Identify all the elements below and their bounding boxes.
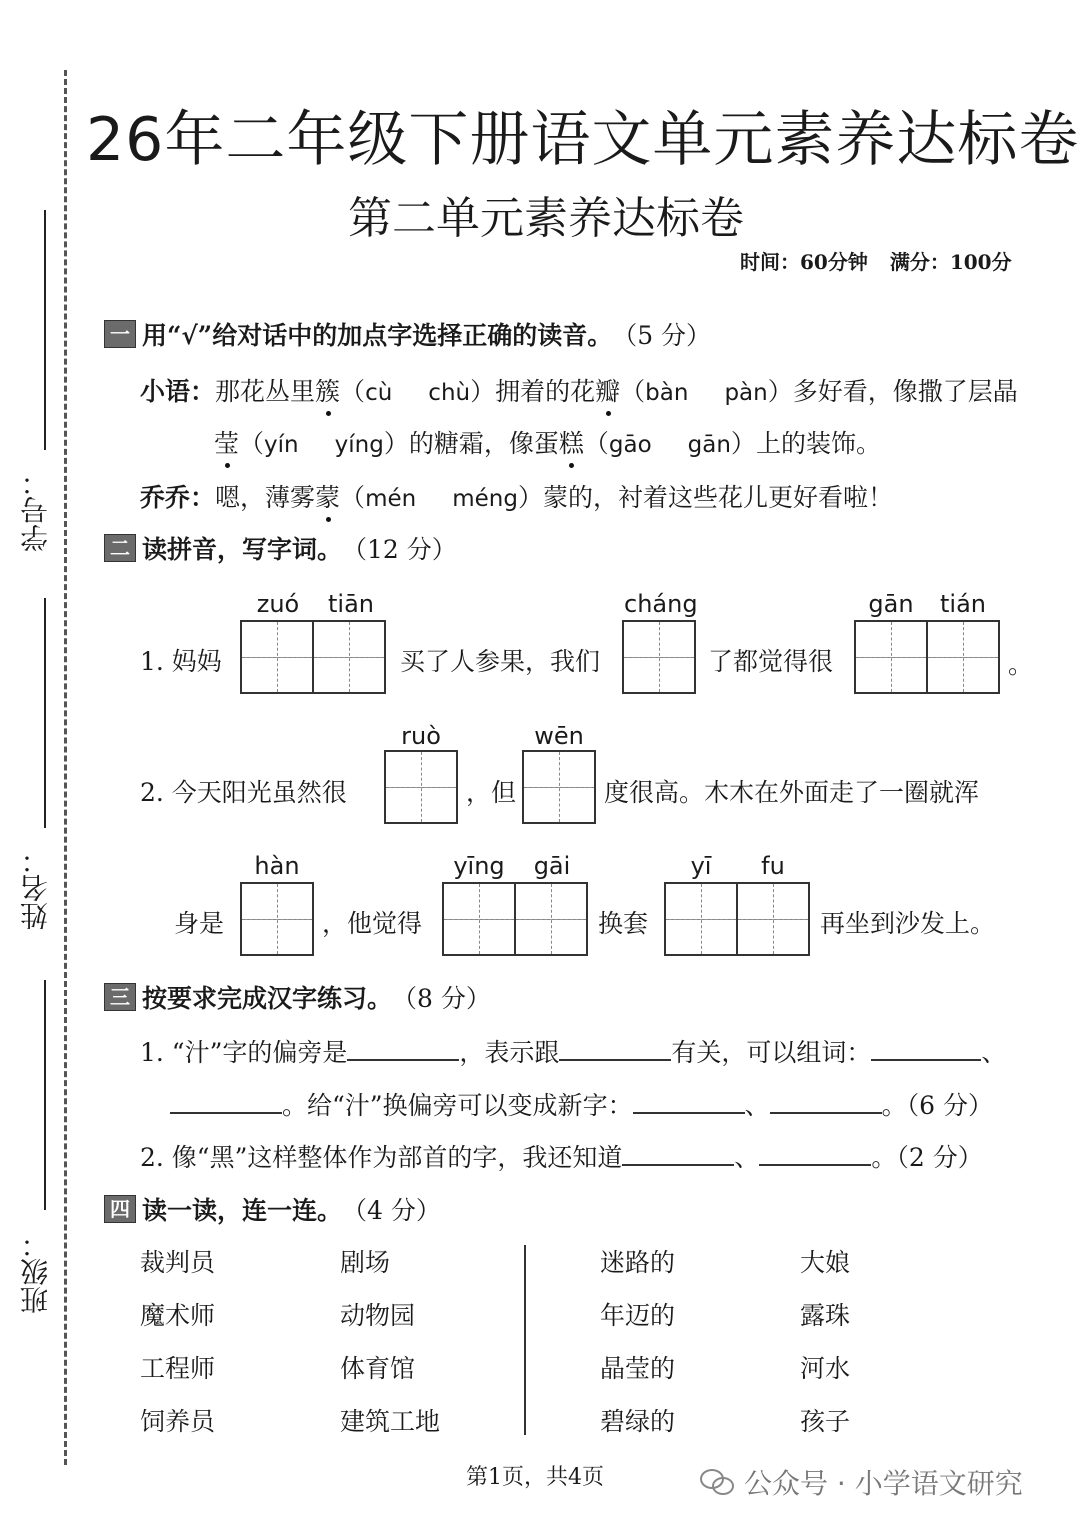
section-number: 四 [104, 1195, 136, 1223]
answer-blank[interactable] [170, 1090, 282, 1114]
q2-2-text-e: ，他觉得 [322, 909, 423, 938]
match-item[interactable]: 剧场 [340, 1248, 391, 1277]
name-underline [44, 598, 46, 828]
pinyin-option[interactable]: mén [365, 486, 417, 512]
answer-blank[interactable] [622, 1142, 734, 1166]
q3-1-line-b: 。给“汁”换偏旁可以变成新字： 、 。（6 分） [170, 1086, 993, 1122]
match-item[interactable]: 晶莹的 [600, 1354, 676, 1383]
pinyin-label: wēn [534, 722, 584, 750]
time-limit: 时间：60分钟 [740, 250, 868, 274]
writing-grid[interactable] [664, 882, 810, 956]
page-number: 第1页，共4页 [466, 1465, 604, 1490]
pinyin-label: gāi [533, 852, 571, 880]
match-item[interactable]: 孩子 [800, 1407, 851, 1436]
match-item[interactable]: 裁判员 [140, 1248, 216, 1277]
match-item[interactable]: 迷路的 [600, 1248, 676, 1277]
match-item[interactable]: 建筑工地 [340, 1407, 441, 1436]
q2-2-text-g: 再坐到沙发上。 [820, 909, 996, 938]
writing-grid[interactable] [240, 882, 314, 956]
q2-2-text-c: 度很高。木木在外面走了一圈就浑 [604, 778, 980, 807]
pinyin-label: zuó [256, 590, 300, 618]
exam-meta [740, 246, 1034, 275]
pinyin-option[interactable]: pàn [724, 380, 768, 406]
pinyin-option[interactable]: méng [452, 486, 518, 512]
writing-grid[interactable] [384, 750, 458, 824]
section-3-heading: 三 按要求完成汉字练习。 （8 分） [104, 979, 491, 1015]
watermark: 公众号 · 小学语文研究 [700, 1462, 1023, 1502]
answer-blank[interactable] [559, 1037, 671, 1061]
q2-1-text-b: 买了人参果，我们 [400, 647, 601, 676]
writing-grid[interactable] [622, 620, 696, 694]
match-item[interactable]: 大娘 [800, 1248, 851, 1277]
column-divider [524, 1245, 526, 1435]
pinyin-label: cháng [624, 590, 698, 618]
q2-1-text-a: 1. 妈妈 [140, 647, 222, 676]
q2-2-text-a: 2. 今天阳光虽然很 [140, 778, 347, 807]
pinyin-label: tián [940, 590, 986, 618]
section-number: 一 [104, 320, 136, 348]
match-item[interactable]: 河水 [800, 1354, 851, 1383]
class-underline [44, 980, 46, 1210]
pinyin-label: hàn [254, 852, 300, 880]
pinyin-label: fu [761, 852, 785, 880]
answer-blank[interactable] [759, 1142, 871, 1166]
section-number: 三 [104, 983, 136, 1011]
match-item[interactable]: 体育馆 [340, 1354, 416, 1383]
id-underline [44, 210, 46, 450]
dialogue-line-3: 乔乔：嗯，薄雾蒙（mén méng）蒙的，衬着这些花儿更好看啦！ [140, 478, 893, 514]
q3-1-line-a: 1. “汁”字的偏旁是 ，表示跟 有关，可以组词： 、 [140, 1038, 1007, 1067]
match-item[interactable]: 动物园 [340, 1301, 416, 1330]
match-item[interactable]: 露珠 [800, 1301, 851, 1330]
pinyin-option[interactable]: bàn [645, 380, 689, 406]
section-2-heading: 二 读拼音，写字词。 （12 分） [104, 530, 457, 566]
dialogue-line-1: 小语：那花丛里簇（cù chù）拥着的花瓣（bàn pàn）多好看，像撒了层晶 [140, 372, 1018, 408]
pinyin-label: yīng [453, 852, 505, 880]
answer-blank[interactable] [633, 1090, 745, 1114]
binding-dashed-line [64, 70, 67, 1465]
pinyin-option[interactable]: cù [365, 380, 393, 406]
match-item[interactable]: 饲养员 [140, 1407, 216, 1436]
answer-blank[interactable] [871, 1037, 981, 1061]
q2-2-text-f: 换套 [598, 909, 649, 938]
pinyin-option[interactable]: yíng [334, 432, 384, 458]
match-item[interactable]: 魔术师 [140, 1301, 216, 1330]
pinyin-option[interactable]: gāo [608, 432, 652, 458]
match-item[interactable]: 工程师 [140, 1354, 216, 1383]
q2-1-text-c: 了都觉得很 [708, 647, 834, 676]
pinyin-option[interactable]: gān [687, 432, 731, 458]
pinyin-label: tiān [328, 590, 374, 618]
q3-2-line: 2. 像“黑”这样整体作为部首的字，我还知道 、 。（2 分） [140, 1143, 983, 1172]
q2-1-text-d: 。 [1008, 650, 1034, 679]
match-item[interactable]: 年迈的 [600, 1301, 676, 1330]
writing-grid[interactable] [522, 750, 596, 824]
class-label: 班级： [19, 1230, 52, 1314]
pinyin-label: yī [690, 852, 712, 880]
pinyin-label: ruò [401, 722, 441, 750]
match-item[interactable]: 碧绿的 [600, 1407, 676, 1436]
name-label: 姓名： [19, 846, 52, 930]
dialogue-line-2: 莹（yín yíng）的糖霜，像蛋糕（gāo gān）上的装饰。 [214, 424, 881, 460]
writing-grid[interactable] [442, 882, 588, 956]
pinyin-label: gān [868, 590, 914, 618]
pinyin-option[interactable]: yín [264, 432, 299, 458]
answer-blank[interactable] [770, 1090, 882, 1114]
answer-blank[interactable] [347, 1037, 459, 1061]
q2-2-text-b: ，但 [466, 778, 517, 807]
section-1-heading: 一 用“√”给对话中的加点字选择正确的读音。 （5 分） [104, 316, 711, 352]
wechat-icon [700, 1469, 734, 1495]
writing-grid[interactable] [854, 620, 1000, 694]
id-label: 学号： [19, 468, 52, 552]
q2-2-text-d: 身是 [174, 909, 225, 938]
section-4-heading: 四 读一读，连一连。 （4 分） [104, 1191, 441, 1227]
writing-grid[interactable] [240, 620, 386, 694]
page-subtitle: 第二单元素养达标卷 [348, 193, 744, 244]
page-title: 26年二年级下册语文单元素养达标卷 [86, 105, 1080, 175]
full-score: 满分：100分 [889, 250, 1012, 274]
pinyin-option[interactable]: chù [428, 380, 471, 406]
section-number: 二 [104, 534, 136, 562]
